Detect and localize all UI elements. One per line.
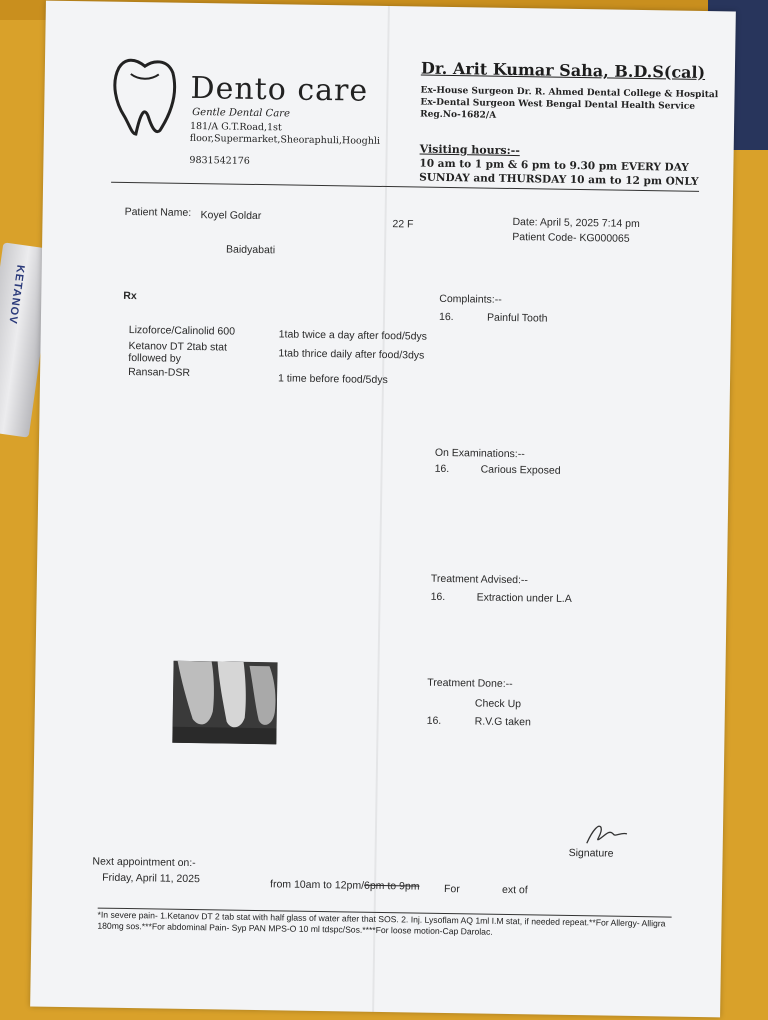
signature-scribble-icon xyxy=(581,819,631,848)
visit-date: April 5, 2025 7:14 pm xyxy=(539,216,640,230)
complaints-text: Painful Tooth xyxy=(486,311,548,325)
rx-dose: 1 time before food/5dys xyxy=(277,372,388,387)
dental-xray-image xyxy=(172,661,277,745)
clinic-phone: 9831542176 xyxy=(189,154,250,167)
complaints-heading: Complaints:-- xyxy=(439,292,502,306)
patient-code-label: Patient Code- xyxy=(512,230,577,245)
rx-drug: Lizoforce/Calinolid 600 xyxy=(128,323,236,338)
rx-label: Rx xyxy=(123,289,137,303)
done-line2: R.V.G taken xyxy=(474,715,531,729)
ext-label: ext of xyxy=(501,883,528,897)
rx-dose: 1tab twice a day after food/5dys xyxy=(278,328,428,343)
appointment-label: Next appointment on:- xyxy=(92,855,196,870)
patient-code: KG000065 xyxy=(579,232,630,245)
blister-label: KETANOV xyxy=(6,264,27,326)
footnote: *In severe pain- 1.Ketanov DT 2 tab stat with half glass of water after that SOS. 2. Inj. Lysoflam AQ 1ml I.M stat, if needed repeat.**For Allergy- Alligra 180mg sos.***For abdominal Pain- Syp PAN MPS-O 10 ml tdspc/Sos.****For loose motion-Cap Darolac. xyxy=(97,909,666,937)
advised-tooth: 16. xyxy=(430,590,446,603)
paper-fold xyxy=(372,6,390,1012)
clinic-brand: Dento care xyxy=(190,70,369,109)
doctor-name: Dr. Arit Kumar Saha, B.D.S(cal) xyxy=(420,58,706,83)
doctor-credentials xyxy=(420,85,721,126)
done-heading: Treatment Done:-- xyxy=(427,676,513,691)
complaints-tooth: 16. xyxy=(438,310,454,324)
clinic-address: 181/A G.T.Road,1st floor,Supermarket,Sheoraphuli,Hooghli xyxy=(189,120,381,147)
appointment-time xyxy=(270,878,420,892)
credential-line: Ex-Dental Surgeon West Bengal Dental Health Service xyxy=(420,97,696,112)
appointment-time-prefix: from 10am to 12pm/ xyxy=(269,878,365,892)
advised-text: Extraction under L.A xyxy=(476,591,572,605)
visiting-line: SUNDAY and THURSDAY 10 am to 12 pm ONLY xyxy=(419,171,699,188)
for-label: For xyxy=(443,883,460,896)
done-line1: Check Up xyxy=(474,697,522,711)
rx-drug: Ketanov DT 2tab stat followed by xyxy=(128,339,228,365)
signature-label: Signature xyxy=(568,846,614,860)
advised-heading: Treatment Advised:-- xyxy=(430,572,529,587)
appointment-time-struck: 6pm to 9pm xyxy=(363,879,420,893)
rx-dose: 1tab thrice daily after food/3dys xyxy=(278,347,425,362)
patient-name: Koyel Goldar xyxy=(200,209,262,223)
clinic-tagline: Gentle Dental Care xyxy=(192,106,290,120)
patient-name-label: Patient Name: xyxy=(124,205,192,219)
credential-line: Ex-House Surgeon Dr. R. Ahmed Dental College & Hospital xyxy=(420,85,719,101)
done-tooth: 16. xyxy=(426,714,442,727)
examinations-text: Carious Exposed xyxy=(480,463,561,477)
prescription-sheet xyxy=(30,1,736,1018)
date-line xyxy=(512,216,639,230)
credential-line: Reg.No-1682/A xyxy=(420,109,497,121)
date-label: Date: xyxy=(512,215,538,229)
visiting-hours-heading: Visiting hours:-- xyxy=(419,142,520,158)
visiting-line: 10 am to 1 pm & 6 pm to 9.30 pm EVERY DAY xyxy=(419,157,689,174)
patient-code-line xyxy=(512,231,630,245)
patient-age-sex: 22 F xyxy=(392,218,414,231)
examinations-tooth: 16. xyxy=(434,462,450,476)
visiting-hours xyxy=(419,157,719,190)
patient-place: Baidyabati xyxy=(225,243,276,257)
examinations-heading: On Examinations:-- xyxy=(434,446,525,461)
tooth-logo-icon xyxy=(108,54,181,137)
appointment-date: Friday, April 11, 2025 xyxy=(102,871,200,886)
rx-drug: Ransan-DSR xyxy=(128,365,191,379)
